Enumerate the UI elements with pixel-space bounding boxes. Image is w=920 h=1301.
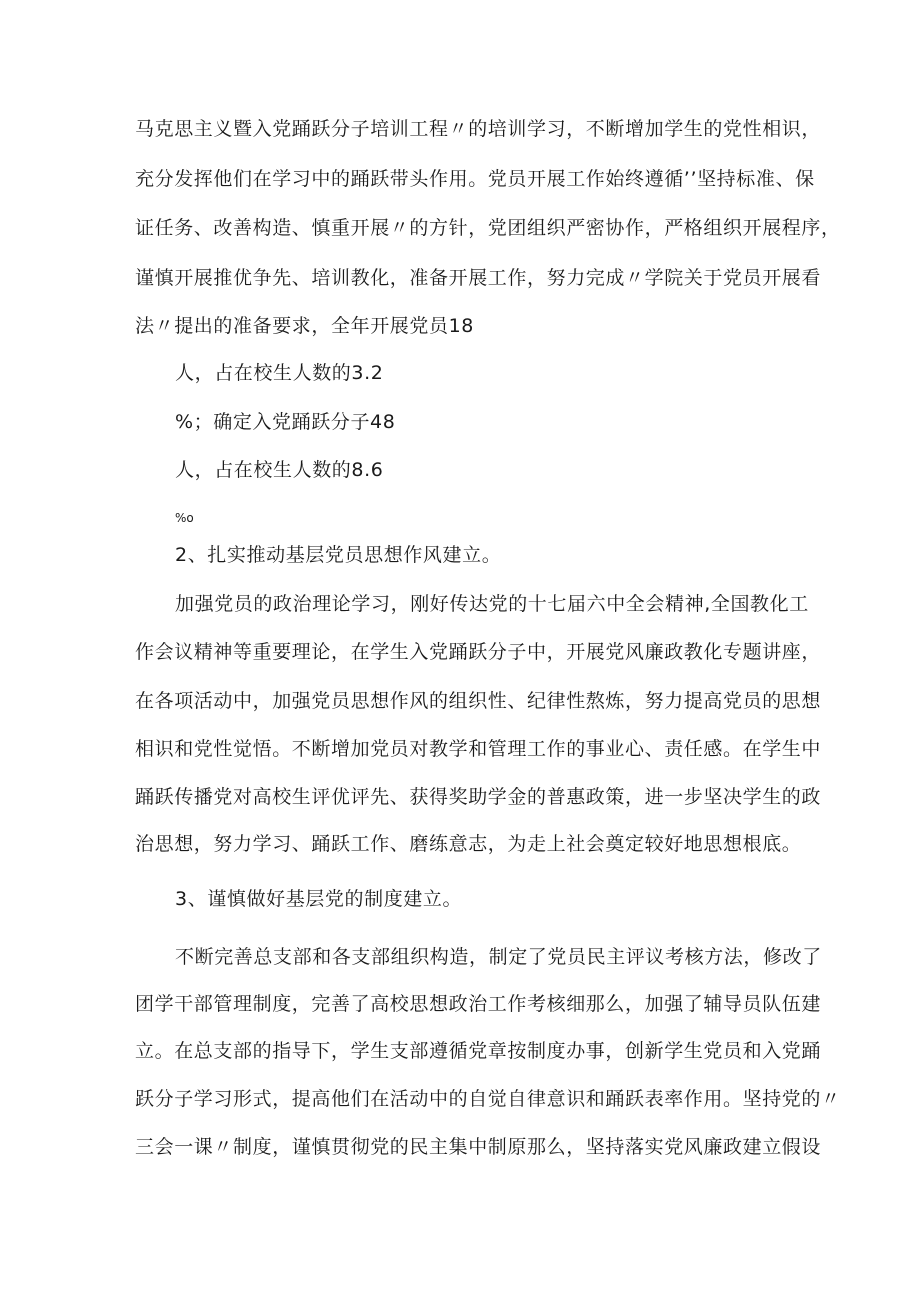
text-line-11: 加强党员的政治理论学习，刚好传达党的十七届六中全会精神,全国教化工 — [175, 593, 809, 615]
section-heading-2: 2、扎实推动基层党员思想作风建立。 — [175, 544, 502, 566]
section-heading-3: 3、谨慎做好基层党的制度建立。 — [175, 888, 463, 910]
text-line-22: 三会一课〃制度，谨慎贯彻党的民主集中制原那么，坚持落实党风廉政建立假设 — [135, 1136, 822, 1158]
text-line-12: 作会议精神等重要理论，在学生入党踊跃分子中，开展党风廉政教化专题讲座， — [135, 641, 822, 663]
text-line-6: 人，占在校生人数的3.2 — [175, 362, 384, 384]
text-line-5: 法〃提出的准备要求，全年开展党员18 — [135, 315, 474, 337]
text-line-8: 人，占在校生人数的8.6 — [175, 459, 384, 481]
percent-mark: %o — [175, 511, 194, 525]
text-line-18: 不断完善总支部和各支部组织构造，制定了党员民主评议考核方法，修改了 — [175, 946, 822, 968]
text-line-21: 跃分子学习形式，提高他们在活动中的自觉自律意识和踊跃表率作用。坚持党的〃 — [135, 1088, 841, 1110]
text-line-14: 相识和党性觉悟。不断增加党员对教学和管理工作的事业心、责任感。在学生中 — [135, 738, 822, 760]
text-line-20: 立。在总支部的指导下，学生支部遵循党章按制度办事，创新学生党员和入党踊 — [135, 1040, 822, 1062]
text-line-4: 谨慎开展推优争先、培训教化，准备开展工作，努力完成〃学院关于党员开展看 — [135, 267, 822, 289]
text-line-3: 证任务、改善构造、慎重开展〃的方针，党团组织严密协作，严格组织开展程序， — [135, 217, 841, 239]
text-line-2: 充分发挥他们在学习中的踊跃带头作用。党员开展工作始终遵循’’坚持标准、保 — [135, 168, 815, 190]
text-line-13: 在各项活动中，加强党员思想作风的组织性、纪律性熬炼，努力提高党员的思想 — [135, 690, 822, 712]
text-line-15: 踊跃传播党对高校生评优评先、获得奖助学金的普惠政策，进一步坚决学生的政 — [135, 786, 822, 808]
text-line-16: 治思想，努力学习、踊跃工作、磨练意志，为走上社会奠定较好地思想根底。 — [135, 833, 802, 855]
text-line-1: 马克思主义暨入党踊跃分子培训工程〃的培训学习，不断增加学生的党性相识， — [135, 118, 822, 140]
text-line-7: %；确定入党踊跃分子48 — [175, 411, 396, 433]
text-line-19: 团学干部管理制度，完善了高校思想政治工作考核细那么，加强了辅导员队伍建 — [135, 993, 822, 1015]
